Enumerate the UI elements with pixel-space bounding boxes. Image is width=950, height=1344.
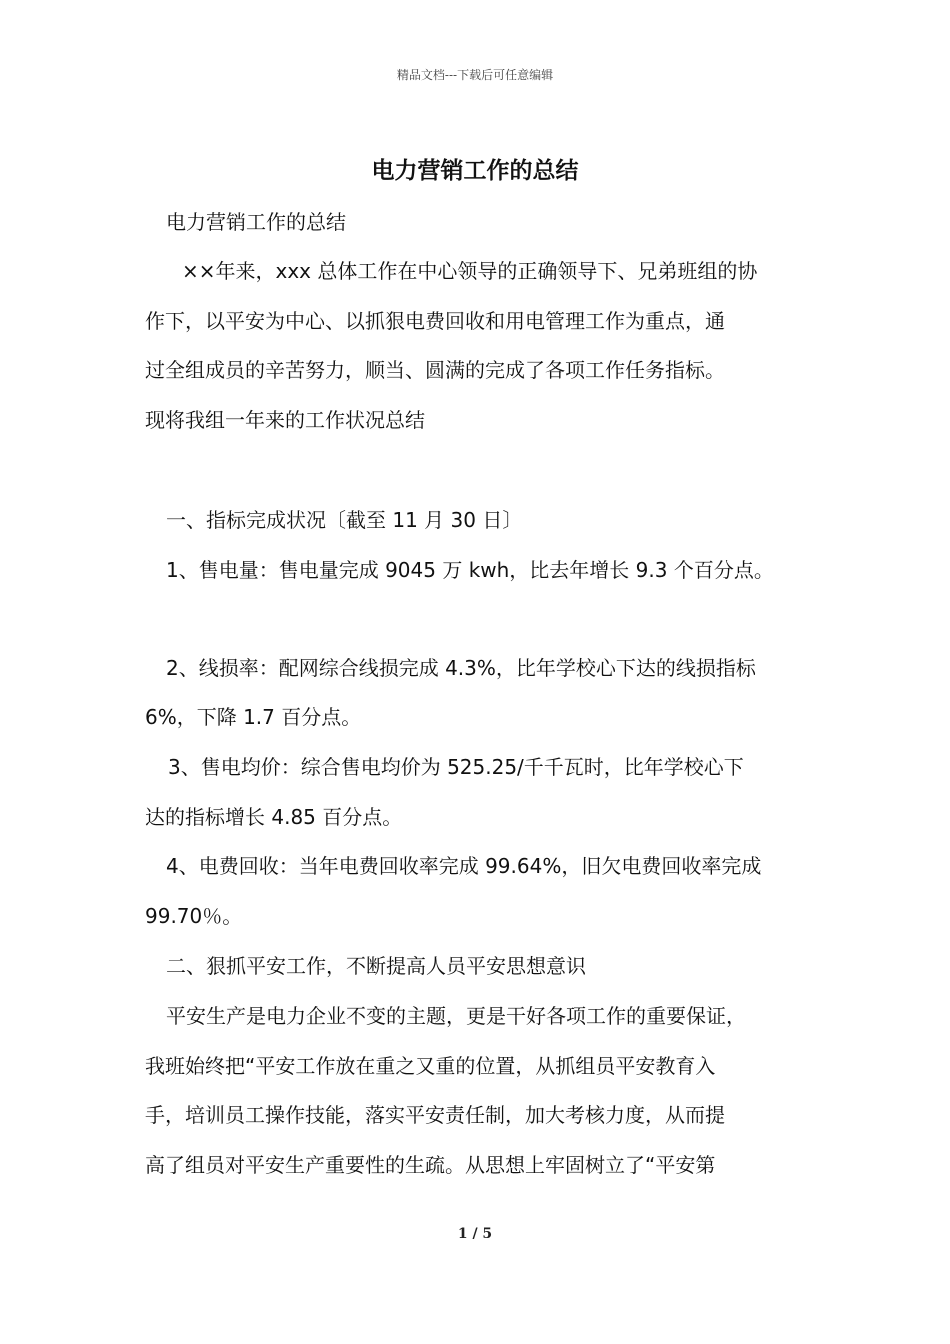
paragraph-line: 2、线损率：配网综合线损完成 4.3%，比年学校心下达的线损指标: [166, 656, 756, 680]
paragraph-line: 手，培训员工操作技能，落实平安责任制，加大考核力度，从而提: [145, 1103, 725, 1127]
paragraph-line: 6%，下降 1.7 百分点。: [145, 705, 362, 729]
paragraph-line: 3、售电均价：综合售电均价为 525.25/千千瓦时，比年学校心下: [168, 755, 744, 779]
paragraph-line: 现将我组一年来的工作状况总结: [145, 408, 425, 432]
paragraph-line: 4、电费回收：当年电费回收率完成 99.64%，旧欠电费回收率完成: [166, 854, 762, 878]
paragraph-line: 我班始终把“平安工作放在重之又重的位置，从抓组员平安教育入: [145, 1054, 716, 1078]
section-heading: 二、狠抓平安工作，不断提高人员平安思想意识: [166, 954, 586, 978]
page-header: 精品文档---下载后可任意编辑: [396, 68, 554, 82]
paragraph-line: 99.70％。: [145, 904, 243, 928]
paragraph-line: 作下，以平安为中心、以抓狠电费回收和用电管理工作为重点，通: [145, 309, 725, 333]
paragraph-line: 1、售电量：售电量完成 9045 万 kwh，比去年增长 9.3 个百分点。: [166, 558, 774, 582]
paragraph-line: 过全组成员的辛苦努力，顺当、圆满的完成了各项工作任务指标。: [145, 358, 725, 382]
section-heading: 一、指标完成状况〔截至 11 月 30 日〕: [166, 508, 523, 532]
page-number: 1 / 5: [457, 1226, 493, 1242]
paragraph-line: 平安生产是电力企业不变的主题，更是干好各项工作的重要保证，: [166, 1004, 746, 1028]
paragraph-line: ××年来，xxx 总体工作在中心领导的正确领导下、兄弟班组的协: [182, 259, 758, 283]
subtitle-line: 电力营销工作的总结: [166, 210, 346, 234]
document-title: 电力营销工作的总结: [371, 157, 579, 184]
paragraph-line: 高了组员对平安生产重要性的生疏。从思想上牢固树立了“平安第: [145, 1153, 716, 1177]
paragraph-line: 达的指标增长 4.85 百分点。: [145, 805, 403, 829]
